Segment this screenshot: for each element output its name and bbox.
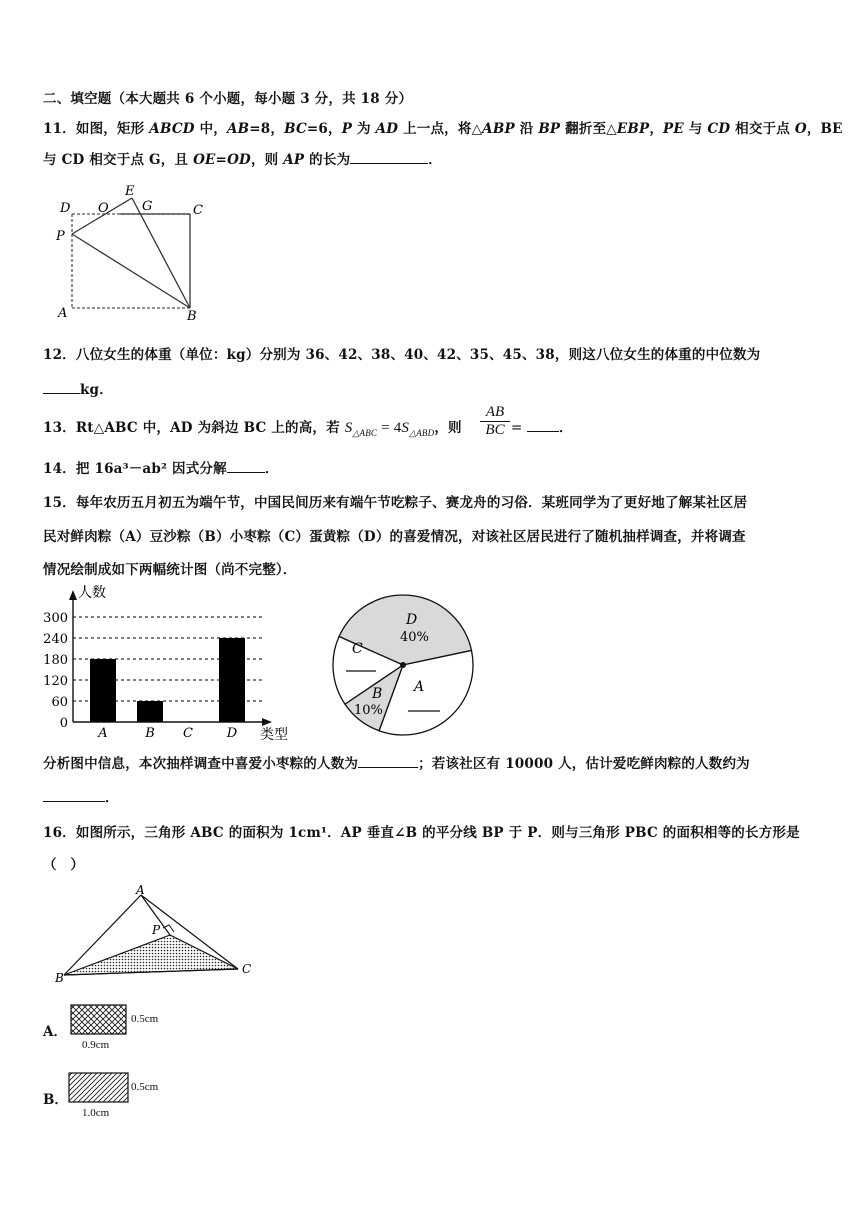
q11-ab: AB <box>227 121 250 137</box>
q11-text: ，则 <box>250 152 284 168</box>
q14-line <box>43 457 279 477</box>
answer-blank <box>227 460 265 473</box>
slice-label-b: B <box>372 686 383 702</box>
q13-end: ． <box>559 420 573 436</box>
q11-text: = <box>215 152 228 168</box>
q15-after-b: ；若该社区有 10000 人，估计爱吃鲜肉粽的人数约为 <box>418 756 750 772</box>
answer-blank <box>43 789 105 802</box>
q11-text: 中， <box>194 121 227 137</box>
y-axis-arrow <box>69 590 77 600</box>
bar-d <box>219 638 245 722</box>
rectangle-crosshatch <box>71 1005 126 1034</box>
x-tick-label: D <box>226 726 238 741</box>
q11-text: 的长为 <box>304 152 351 168</box>
q16-figure <box>52 883 262 983</box>
fraction-numerator: AB <box>485 404 505 420</box>
pie-chart <box>330 594 480 744</box>
x-tick-label: A <box>98 726 108 741</box>
rectangle-hatched <box>69 1073 128 1102</box>
section-title: 二、填空题（本大题共 6 个小题，每小题 3 分，共 18 分） <box>43 91 413 107</box>
q16-line1: 16．如图所示，三角形 ABC 的面积为 1cm¹．AP 垂直∠B 的平分线 BP 于 P．则与三角形 PBC 的面积相等的长方形是 <box>43 825 800 841</box>
q11-text: 沿 <box>514 121 539 137</box>
q15-line1: 15．每年农历五月初五为端午节，中国民间历来有端午节吃粽子、赛龙舟的习俗．某班同学为了更好地了解某社区居 <box>43 495 748 511</box>
label-b: B <box>55 971 64 983</box>
formula-s1: S <box>344 420 353 436</box>
label-e: E <box>125 184 135 199</box>
triangle-pbc <box>64 935 238 975</box>
q11-ebp: EBP <box>616 121 650 137</box>
q11-text: 与 CD 相交于点 G，且 <box>43 152 194 168</box>
q11-text: ， <box>649 121 664 137</box>
formula-sub1: △ABC <box>352 428 378 438</box>
answer-blank <box>527 419 559 432</box>
label-d: D <box>60 201 71 216</box>
formula-s2: S <box>401 420 410 436</box>
q13-line <box>43 416 462 439</box>
q11-line1 <box>43 117 843 137</box>
fraction <box>480 404 510 439</box>
bar-a <box>90 659 116 722</box>
q15-after-a: 分析图中信息，本次抽样调查中喜爱小枣粽的人数为 <box>43 756 359 772</box>
q11-ad: AD <box>375 121 399 137</box>
q13-text: ，则 <box>434 420 462 436</box>
q11-text: 上一点，将△ <box>398 121 483 137</box>
q11-bc: BC <box>284 121 307 137</box>
q14-text: 14．把 16a³－ab² 因式分解 <box>43 461 227 477</box>
slice-value-d: 40% <box>400 630 429 645</box>
answer-blank <box>358 755 418 768</box>
q11-text: ，BE <box>806 121 843 137</box>
y-tick-label: 0 <box>59 716 68 731</box>
q11-text: 11．如图，矩形 <box>43 121 150 137</box>
formula-mid: = 4 <box>377 420 402 436</box>
y-tick-label: 180 <box>43 653 68 668</box>
option-b-rect[interactable] <box>68 1072 130 1104</box>
q13-eq: = <box>511 420 528 436</box>
q15-line3: 情况绘制成如下两幅统计图（尚不完整）． <box>43 562 297 578</box>
formula-sub2: △ABD <box>409 428 435 438</box>
bar-chart <box>40 582 310 742</box>
q13-tail <box>511 416 573 436</box>
q11-abcd: ABCD <box>149 121 195 137</box>
label-p: P <box>56 229 65 244</box>
answer-blank <box>350 151 428 164</box>
q11-abp: ABP <box>482 121 515 137</box>
option-a-height: 0.5cm <box>131 1013 159 1025</box>
bar-b <box>137 701 163 722</box>
q16-line2: （ ） <box>43 857 85 873</box>
option-a-width: 0.9cm <box>82 1039 110 1051</box>
q11-o: O <box>794 121 807 137</box>
slice-value-b: 10% <box>354 703 383 718</box>
q11-text: 翻折至△ <box>560 121 617 137</box>
q11-text: =8， <box>249 121 285 137</box>
fraction-denominator: BC <box>480 421 510 439</box>
y-axis-label: 人数 <box>78 585 106 601</box>
label-o: O <box>98 201 109 216</box>
label-p: P <box>152 923 161 937</box>
label-c: C <box>242 962 252 976</box>
q11-p: P <box>341 121 353 137</box>
y-tick-label: 120 <box>43 674 68 689</box>
q11-text: 相交于点 <box>730 121 795 137</box>
q14-end: ． <box>264 461 279 477</box>
x-tick-label: B <box>145 726 155 741</box>
q12-line2 <box>43 378 113 398</box>
option-b-height: 0.5cm <box>131 1081 159 1093</box>
q11-text: 为 <box>352 121 376 137</box>
q11-line2 <box>43 148 442 168</box>
slice-label-c: C <box>352 641 363 657</box>
pie-center <box>400 662 406 668</box>
q11-od: OD <box>227 152 251 168</box>
q15-after-line1 <box>43 752 750 772</box>
label-a: A <box>136 883 145 897</box>
q15-after-line2 <box>43 786 119 806</box>
label-g: G <box>142 199 153 214</box>
y-tick-label: 60 <box>51 695 68 710</box>
q15-after-end: ． <box>105 790 119 806</box>
option-a-letter: A． <box>43 1024 67 1040</box>
q11-ap: AP <box>283 152 305 168</box>
q12-unit: kg． <box>80 382 113 398</box>
q12-line1: 12．八位女生的体重（单位：kg）分别为 36、42、38、40、42、35、45、38，则这八位女生的体重的中位数为 <box>43 347 761 363</box>
segment-pb <box>72 234 190 308</box>
option-b-width: 1.0cm <box>82 1107 110 1119</box>
q11-text: 与 <box>683 121 708 137</box>
q11-pe: PE <box>663 121 684 137</box>
y-tick-label: 240 <box>43 632 68 647</box>
q11-bp: BP <box>538 121 561 137</box>
q11-end: ． <box>428 152 442 168</box>
q11-oe: OE <box>193 152 216 168</box>
answer-blank <box>43 381 80 394</box>
label-a: A <box>58 306 68 321</box>
q11-cd: CD <box>707 121 731 137</box>
q15-line2: 民对鲜肉粽（A）豆沙粽（B）小枣粽（C）蛋黄粽（D）的喜爱情况，对该社区居民进行了随机抽样调查，并将调查 <box>43 529 746 545</box>
x-tick-label: C <box>183 726 193 741</box>
y-tick-label: 300 <box>43 611 68 626</box>
option-a-rect[interactable] <box>70 1004 128 1036</box>
slice-label-a: A <box>414 679 425 695</box>
x-axis-arrow <box>262 718 272 726</box>
q11-figure <box>50 182 210 322</box>
q11-text: =6， <box>306 121 342 137</box>
label-b: B <box>187 309 197 322</box>
x-axis-label: 类型 <box>260 727 288 742</box>
formula <box>345 420 435 436</box>
label-c: C <box>193 203 203 218</box>
option-b-letter: B． <box>43 1092 68 1108</box>
q13-text: 13．Rt△ABC 中，AD 为斜边 BC 上的高，若 <box>43 420 345 436</box>
slice-label-d: D <box>406 612 418 628</box>
